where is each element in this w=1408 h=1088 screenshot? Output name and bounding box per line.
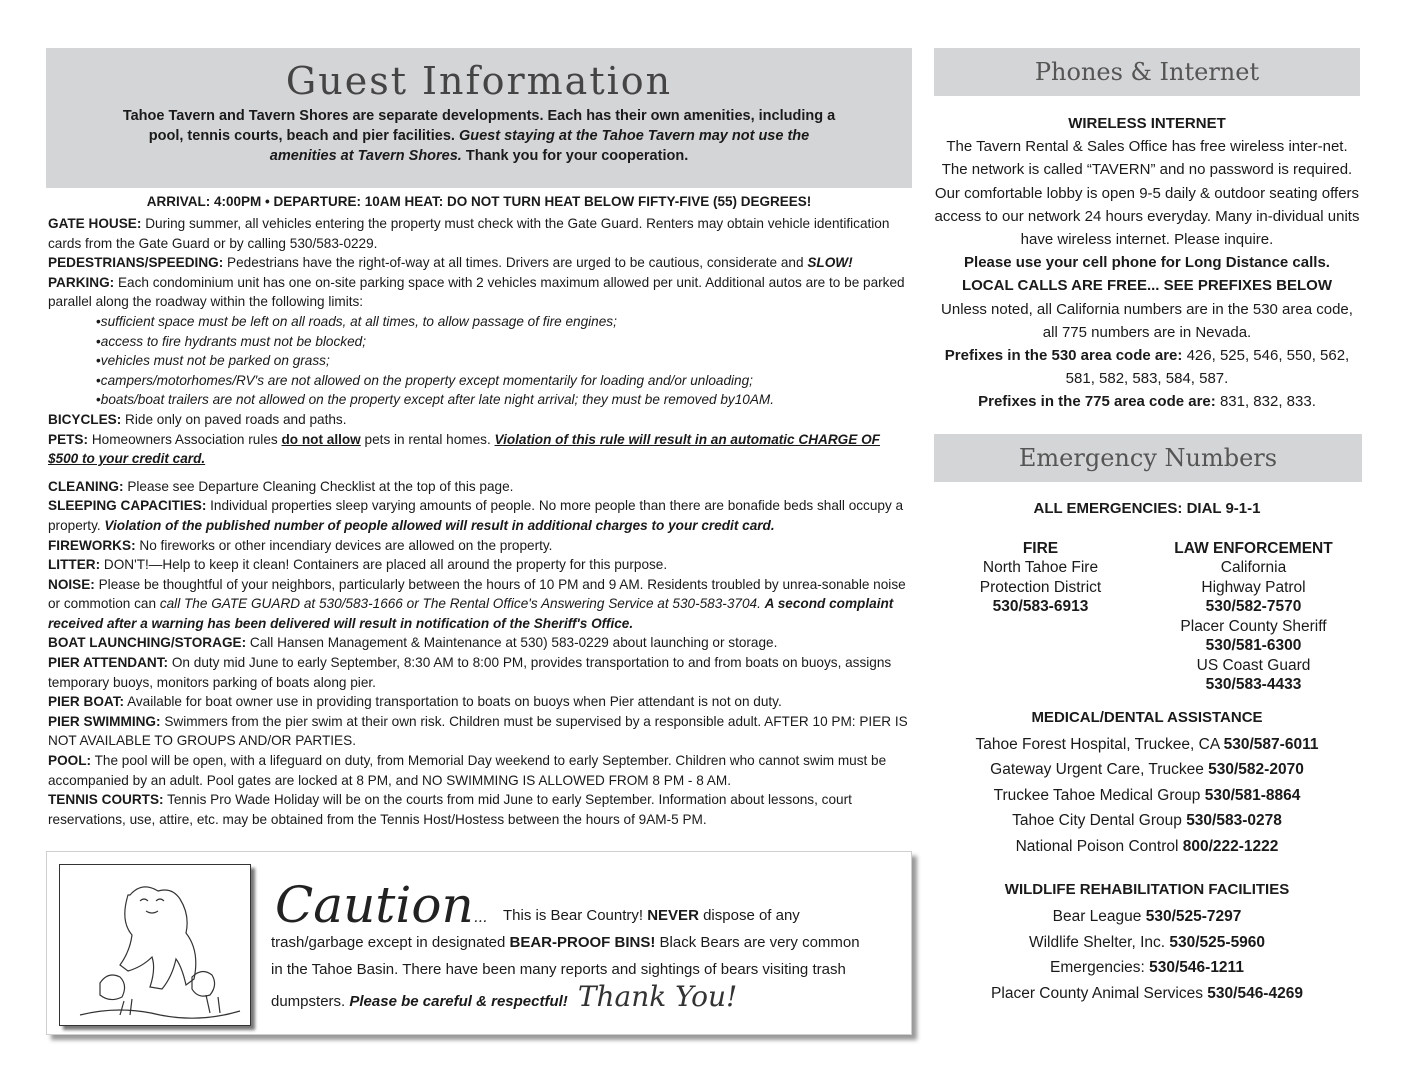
- bear-illustration: [59, 864, 251, 1026]
- rule-text: During summer, all vehicles entering the property must check with the Gate Guard. Renters may obtain vehicle identification cards from the Gate Guard or by calling 530/583-0229.: [48, 216, 890, 251]
- rule-text: On duty mid June to early September, 8:30 AM to 8:00 PM, provides transportation to and from boats on buoys, assigns temporary buoys, monitors parking of boats along pier.: [48, 655, 892, 690]
- list-item: [934, 757, 1360, 782]
- caution-word: Caution: [275, 876, 474, 934]
- contact-phone: 530/525-5960: [1169, 933, 1266, 951]
- list-item: [934, 783, 1360, 808]
- fire-column: [934, 539, 1147, 695]
- local-line: LOCAL CALLS ARE FREE... SEE PREFIXES BELOW: [961, 277, 1333, 295]
- contact-name: Truckee Tahoe Medical Group: [993, 786, 1201, 804]
- rule-label: SLEEPING CAPACITIES:: [48, 498, 207, 514]
- law-column: [1147, 539, 1360, 695]
- bear-caution-box: [46, 851, 912, 1035]
- rule-text: Call Hansen Management & Maintenance at 530) 583-0229 about launching or storage.: [249, 635, 778, 651]
- cell-line: Please use your cell phone for Long Distance calls.: [964, 254, 1330, 272]
- wildlife-block: [934, 877, 1360, 1006]
- caution-segment: This is Bear Country!: [503, 907, 644, 924]
- medical-block: [934, 705, 1360, 859]
- rule-noise: [48, 575, 912, 634]
- rule-text: Individual properties sleep varying amounts of people. No more people than there are bonafide beds shall occupy a property.: [48, 498, 904, 533]
- prefix-values: 426, 525, 546, 550, 562, 581, 582, 583, 584, 587.: [1065, 347, 1350, 388]
- rule-text: Pedestrians have the right-of-way at all times. Drivers are urged to be cautious, considerate and: [227, 255, 804, 271]
- rule-pier-boat: [48, 692, 912, 712]
- fire-heading: FIRE: [1022, 539, 1059, 557]
- rule-text: Each condominium unit has one on-site parking space with 2 vehicles maximum allowed per unit. Additional autos are to be parked parallel along the roadway within the following limits:: [48, 274, 905, 310]
- rule-label: PIER BOAT:: [48, 694, 125, 710]
- rule-label: POOL:: [48, 753, 92, 769]
- fire-phone: 530/583-6913: [992, 598, 1089, 616]
- wifi-text: The Tavern Rental & Sales Office has free wireless inter-net. The network is called “TAVERN” and no password is required. Our comfortable lobby is open 9-5 daily & outdoor seating offers access to our network 24 hours everyday. Many in-dividual units have wireless internet. Please inquire.: [934, 138, 1360, 249]
- list-item: [934, 808, 1360, 833]
- rule-tennis: [48, 790, 912, 829]
- law-phone: 530/581-6300: [1205, 637, 1302, 655]
- rule-text: DON'T!—Help to keep it clean! Containers are placed all around the property for this purpose.: [103, 557, 668, 573]
- list-item: • campers/motorhomes/RV's are not allowed on the property except momentarily for loading and/or unloading;: [48, 371, 912, 391]
- prefix-label: Prefixes in the 530 area code are:: [944, 347, 1183, 365]
- prefix-530: [934, 344, 1360, 390]
- rule-pets: [48, 430, 912, 469]
- caution-segment: Black Bears are very common: [659, 934, 860, 951]
- law-line: Placer County Sheriff: [1180, 617, 1327, 635]
- law-line: California: [1220, 559, 1287, 577]
- list-item: [934, 930, 1360, 955]
- contact-phone: 530/581-8864: [1204, 786, 1301, 804]
- arrival-line: ARRIVAL: 4:00PM • DEPARTURE: 10AM HEAT: DO NOT TURN HEAT BELOW FIFTY-FIVE (55) DEGREES!: [146, 194, 812, 209]
- rule-text: No fireworks or other incendiary devices are allowed on the property.: [139, 537, 553, 553]
- bear-icon: [60, 865, 250, 1025]
- rule-label: GATE HOUSE:: [48, 216, 142, 231]
- rule-pedestrians: [48, 253, 912, 273]
- rule-parking: [48, 273, 912, 312]
- rule-text: Available for boat owner use in providing transportation to boats on buoys when Pier attendant is not on duty.: [127, 694, 782, 710]
- contact-phone: 530/546-1211: [1149, 959, 1244, 977]
- rule-text: pets in rental homes.: [364, 431, 491, 447]
- emergency-all: ALL EMERGENCIES: DIAL 9-1-1: [1033, 499, 1261, 517]
- law-phone: 530/583-4433: [1205, 676, 1302, 694]
- rule-label: PEDESTRIANS/SPEEDING:: [48, 255, 224, 271]
- emergency-banner: Emergency Numbers: [934, 434, 1362, 482]
- contact-name: Wildlife Shelter, Inc.: [1028, 933, 1166, 951]
- rule-label: PIER ATTENDANT:: [48, 655, 169, 671]
- contact-name: Emergencies:: [1050, 959, 1145, 977]
- caution-emphasis: NEVER: [647, 907, 699, 924]
- rule-label: FIREWORKS:: [48, 537, 136, 553]
- caution-line: [271, 980, 903, 1015]
- rule-boat-launching: [48, 633, 912, 653]
- rule-fireworks: [48, 536, 912, 556]
- list-item: [934, 981, 1360, 1006]
- list-item: [934, 834, 1360, 859]
- rule-italic: call The GATE GUARD at 530/583-1666 or The Rental Office's Answering Service at 530-583-3704.: [159, 596, 761, 612]
- spacer: [48, 469, 912, 477]
- list-item: • boats/boat trailers are not allowed on the property except after late night arrival; they must be removed by10AM.: [48, 390, 912, 410]
- contact-phone: 530/525-7297: [1145, 908, 1242, 926]
- caution-dots: ...: [473, 910, 488, 926]
- contact-phone: 530/587-6011: [1223, 736, 1319, 754]
- rule-label: LITTER:: [48, 557, 101, 573]
- caution-line: [271, 929, 903, 956]
- emergency-columns: [934, 539, 1360, 695]
- caution-emphasis: BEAR-PROOF BINS!: [509, 934, 656, 951]
- wildlife-heading: WILDLIFE REHABILITATION FACILITIES: [1004, 881, 1290, 899]
- contact-phone: 530/583-0278: [1186, 812, 1282, 830]
- list-item: • vehicles must not be parked on grass;: [48, 351, 912, 371]
- contact-name: National Poison Control: [1015, 837, 1179, 855]
- law-phone: 530/582-7570: [1205, 598, 1302, 616]
- rule-text: Homeowners Association rules: [91, 431, 278, 447]
- rule-label: NOISE:: [48, 576, 95, 592]
- rule-cleaning: [48, 477, 912, 497]
- phones-banner: Phones & Internet: [934, 48, 1360, 96]
- rule-warning: Violation of the published number of people allowed will result in additional charges to your credit card.: [104, 517, 775, 533]
- caution-line: [271, 902, 903, 929]
- contact-phone: 530/546-4269: [1207, 984, 1303, 1002]
- list-item: • sufficient space must be left on all roads, at all times, to allow passage of fire engines;: [48, 312, 912, 332]
- rule-sleeping: [48, 496, 912, 535]
- rule-label: PARKING:: [48, 274, 115, 290]
- contact-name: Gateway Urgent Care, Truckee: [990, 761, 1204, 779]
- prefix-775: [934, 390, 1360, 413]
- parking-bullets: [48, 312, 912, 410]
- thank-you-text: Thank You!: [577, 980, 738, 1013]
- contact-phone: 530/582-2070: [1208, 761, 1304, 779]
- intro-normal: Tahoe Tavern and Tavern Shores are separate developments. Each has their own amenities, including a pool, tennis courts, beach and pier facilities.: [122, 108, 836, 144]
- rule-pier-attendant: [48, 653, 912, 692]
- area-text: Unless noted, all California numbers are in the 530 area code, all 775 numbers are in Nevada.: [941, 300, 1353, 341]
- rule-emphasis: do not allow: [281, 431, 361, 447]
- caution-text: [271, 902, 903, 1015]
- contact-section: [934, 48, 1360, 1006]
- prefix-label: Prefixes in the 775 area code are:: [978, 393, 1216, 411]
- contact-name: Bear League: [1052, 908, 1142, 926]
- rule-label: BICYCLES:: [48, 411, 122, 427]
- fire-line: North Tahoe Fire: [982, 559, 1099, 577]
- rule-emphasis: SLOW!: [807, 255, 853, 271]
- rule-gate-house: [48, 214, 912, 253]
- intro-end: Thank you for your cooperation.: [465, 148, 689, 164]
- law-line: US Coast Guard: [1196, 656, 1311, 674]
- rule-label: TENNIS COURTS:: [48, 792, 164, 808]
- rule-litter: [48, 555, 912, 575]
- wifi-heading: WIRELESS INTERNET: [1068, 115, 1226, 132]
- rule-bicycles: [48, 410, 912, 430]
- rule-pier-swimming: [48, 712, 912, 751]
- rule-text: Tennis Pro Wade Holiday will be on the courts from mid June to early September. Information about lessons, court reservations, use, attire, etc. may be obtained from the Tennis Host/Hostess between the hours of 9AM-5 PM.: [48, 792, 852, 827]
- caution-segment: trash/garbage except in designated: [271, 934, 506, 951]
- intro-italic: Guest staying at the Tahoe Tavern may not use the amenities at Tavern Shores.: [269, 128, 810, 164]
- medical-heading: MEDICAL/DENTAL ASSISTANCE: [1031, 708, 1263, 726]
- guest-info-banner: [46, 48, 912, 188]
- page-title: Guest Information: [285, 59, 673, 103]
- rule-text: Swimmers from the pier swim at their own risk. Children must be supervised by a responsible adult. AFTER 10 PM: PIER IS NOT AVAILABLE TO GROUPS AND/OR PARTIES.: [48, 713, 908, 749]
- contact-phone: 800/222-1222: [1182, 837, 1279, 855]
- caution-segment: dispose of any: [703, 907, 800, 924]
- rule-text: Please see Departure Cleaning Checklist at the top of this page.: [127, 478, 514, 494]
- contact-name: Tahoe Forest Hospital, Truckee, CA: [975, 736, 1220, 754]
- list-item: • access to fire hydrants must not be blocked;: [48, 332, 912, 352]
- rule-label: PETS:: [48, 431, 89, 447]
- rules-list: [46, 214, 912, 829]
- caution-emphasis: Please be careful & respectful!: [349, 993, 568, 1010]
- law-line: Highway Patrol: [1201, 578, 1306, 596]
- caution-segment: dumpsters.: [271, 993, 346, 1010]
- list-item: [934, 904, 1360, 929]
- guest-information-section: [46, 48, 912, 1013]
- list-item: [934, 955, 1360, 980]
- contact-name: Placer County Animal Services: [991, 984, 1203, 1002]
- phones-block: [934, 112, 1360, 414]
- rule-text: The pool will be open, with a lifeguard on duty, from Memorial Day weekend to early September. Children who cannot swim must be accompanied by an adult. Pool gates are locked at 8 PM, and NO SWIMMING IS ALLOWED FROM 8 PM - 8 AM.: [48, 753, 887, 788]
- fire-line: Protection District: [979, 578, 1102, 596]
- rule-label: CLEANING:: [48, 478, 124, 494]
- contact-name: Tahoe City Dental Group: [1012, 812, 1182, 830]
- rule-warning: A second complaint received after a warning has been delivered will result in notification of the Sheriff's Office.: [48, 596, 894, 631]
- rule-pool: [48, 751, 912, 790]
- rule-text: Ride only on paved roads and paths.: [125, 411, 347, 427]
- law-heading: LAW ENFORCEMENT: [1174, 539, 1333, 557]
- rule-warning: Violation of this rule will result in an automatic CHARGE OF $500 to your credit card.: [48, 431, 880, 467]
- list-item: [934, 732, 1360, 757]
- rule-label: BOAT LAUNCHING/STORAGE:: [48, 635, 247, 651]
- rule-text: Please be thoughtful of your neighbors, particularly between the hours of 10 PM and 9 AM. Residents troubled by unrea-sonable noise or commotion can: [48, 576, 906, 612]
- caution-line: in the Tahoe Basin. There have been many reports and sightings of bears visiting trash: [271, 961, 846, 978]
- intro-text: [119, 106, 839, 166]
- rule-label: PIER SWIMMING:: [48, 713, 161, 729]
- prefix-values: 831, 832, 833.: [1219, 393, 1316, 411]
